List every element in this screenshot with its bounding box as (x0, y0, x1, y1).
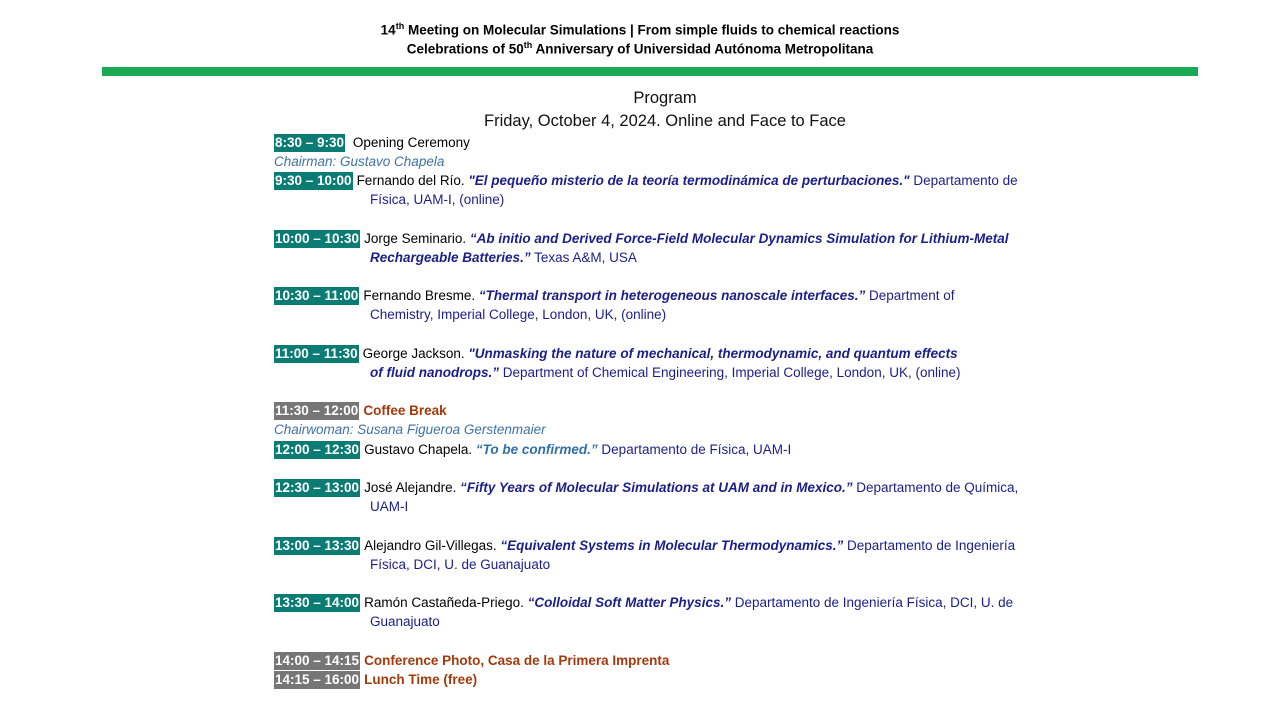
time-badge: 10:30 – 11:00 (275, 288, 359, 303)
schedule-item-opening (274, 133, 1074, 171)
time-badge: 14:00 – 14:15 (275, 653, 360, 668)
schedule-item-talk (274, 536, 1074, 574)
affiliation: Texas A&M, USA (530, 250, 637, 265)
talk-title: “Thermal transport in heterogeneous nanoscale interfaces.” (478, 288, 869, 303)
chairman: Chairman: Gustavo Chapela (274, 154, 445, 169)
affiliation: Departamento de Ingeniería (843, 538, 1016, 553)
affiliation: Departamento de Ingeniería Física, DCI, U. de (730, 595, 1014, 610)
schedule-item-talk (274, 171, 1074, 209)
affiliation-cont: Física, DCI, U. de Guanajuato (370, 557, 551, 572)
speaker-name: Fernando del Río. (356, 173, 469, 188)
talk-title: “To be confirmed.” (475, 442, 598, 457)
affiliation-cont: Física, UAM-I, (online) (370, 192, 505, 207)
speaker-name: José Alejandre. (364, 480, 461, 495)
schedule-item-talk (274, 478, 1074, 516)
time-badge: 13:00 – 13:30 (275, 538, 360, 553)
affiliation: Department of Chemical Engineering, Imperial College, London, UK, (online) (498, 365, 961, 380)
affiliation: Departamento de Física, UAM-I (597, 442, 792, 457)
talk-title-cont: Rechargeable Batteries.” (370, 250, 531, 265)
time-badge: 14:15 – 16:00 (275, 672, 360, 687)
speaker-name: George Jackson. (362, 346, 469, 361)
talk-title: "El pequeño misterio de la teoría termodinámica de perturbaciones." (468, 173, 910, 188)
talk-title-cont: of fluid nanodrops.” (370, 365, 499, 380)
anniversary-subtitle: Celebrations of 50th Anniversary of Universidad Autónoma Metropolitana (406, 40, 874, 57)
talk-title: "Unmasking the nature of mechanical, thermodynamic, and quantum effects (468, 346, 958, 361)
schedule-item-talk (274, 440, 1074, 459)
schedule-item-break (274, 401, 1074, 439)
time-badge: 11:30 – 12:00 (275, 403, 359, 418)
speaker-name: Gustavo Chapela. (364, 442, 476, 457)
time-badge: 12:00 – 12:30 (275, 442, 360, 457)
affiliation: Department of (869, 288, 955, 303)
time-badge: 12:30 – 13:00 (275, 480, 360, 495)
program-date: Friday, October 4, 2024. Online and Face to Face (484, 112, 846, 130)
speaker-name: Ramón Castañeda-Priego. (364, 595, 528, 610)
affiliation-cont: Chemistry, Imperial College, London, UK, (online) (370, 307, 667, 322)
speaker-name: Alejandro Gil-Villegas. (364, 538, 501, 553)
speaker-name: Jorge Seminario. (364, 231, 470, 246)
session-label: Opening Ceremony (352, 135, 470, 150)
affiliation: Departamento de Química, (852, 480, 1019, 495)
time-badge: 10:00 – 10:30 (275, 231, 360, 246)
talk-title: “Fifty Years of Molecular Simulations at UAM and in Mexico.” (460, 480, 853, 495)
talk-title: “Equivalent Systems in Molecular Thermodynamics.” (500, 538, 844, 553)
time-badge: 9:30 – 10:00 (275, 173, 352, 188)
affiliation: Departamento de (909, 173, 1018, 188)
meeting-title: 14th Meeting on Molecular Simulations | From simple fluids to chemical reactions (380, 21, 900, 38)
speaker-name: Fernando Bresme. (363, 288, 479, 303)
schedule-item-break (274, 651, 1074, 689)
schedule-item-talk (274, 344, 1074, 382)
coffee-break-label: Coffee Break (363, 403, 447, 418)
time-badge: 11:00 – 11:30 (275, 346, 358, 361)
time-badge: 13:30 – 14:00 (275, 595, 360, 610)
time-badge: 8:30 – 9:30 (275, 135, 345, 150)
schedule-item-talk (274, 593, 1074, 631)
header-divider (102, 67, 1198, 76)
chairwoman: Chairwoman: Susana Figueroa Gerstenmaier (274, 422, 546, 437)
talk-title: “Colloidal Soft Matter Physics.” (527, 595, 731, 610)
talk-title: “Ab initio and Derived Force-Field Molecular Dynamics Simulation for Lithium-Metal (469, 231, 1009, 246)
affiliation-cont: UAM-I (370, 499, 409, 514)
affiliation-cont: Guanajuato (370, 614, 440, 629)
lunch-label: Lunch Time (free) (364, 672, 478, 687)
schedule-item-talk (274, 229, 1074, 267)
schedule-item-talk (274, 286, 1074, 324)
program-title: Program (633, 89, 697, 107)
conference-photo-label: Conference Photo, Casa de la Primera Imprenta (364, 653, 670, 668)
